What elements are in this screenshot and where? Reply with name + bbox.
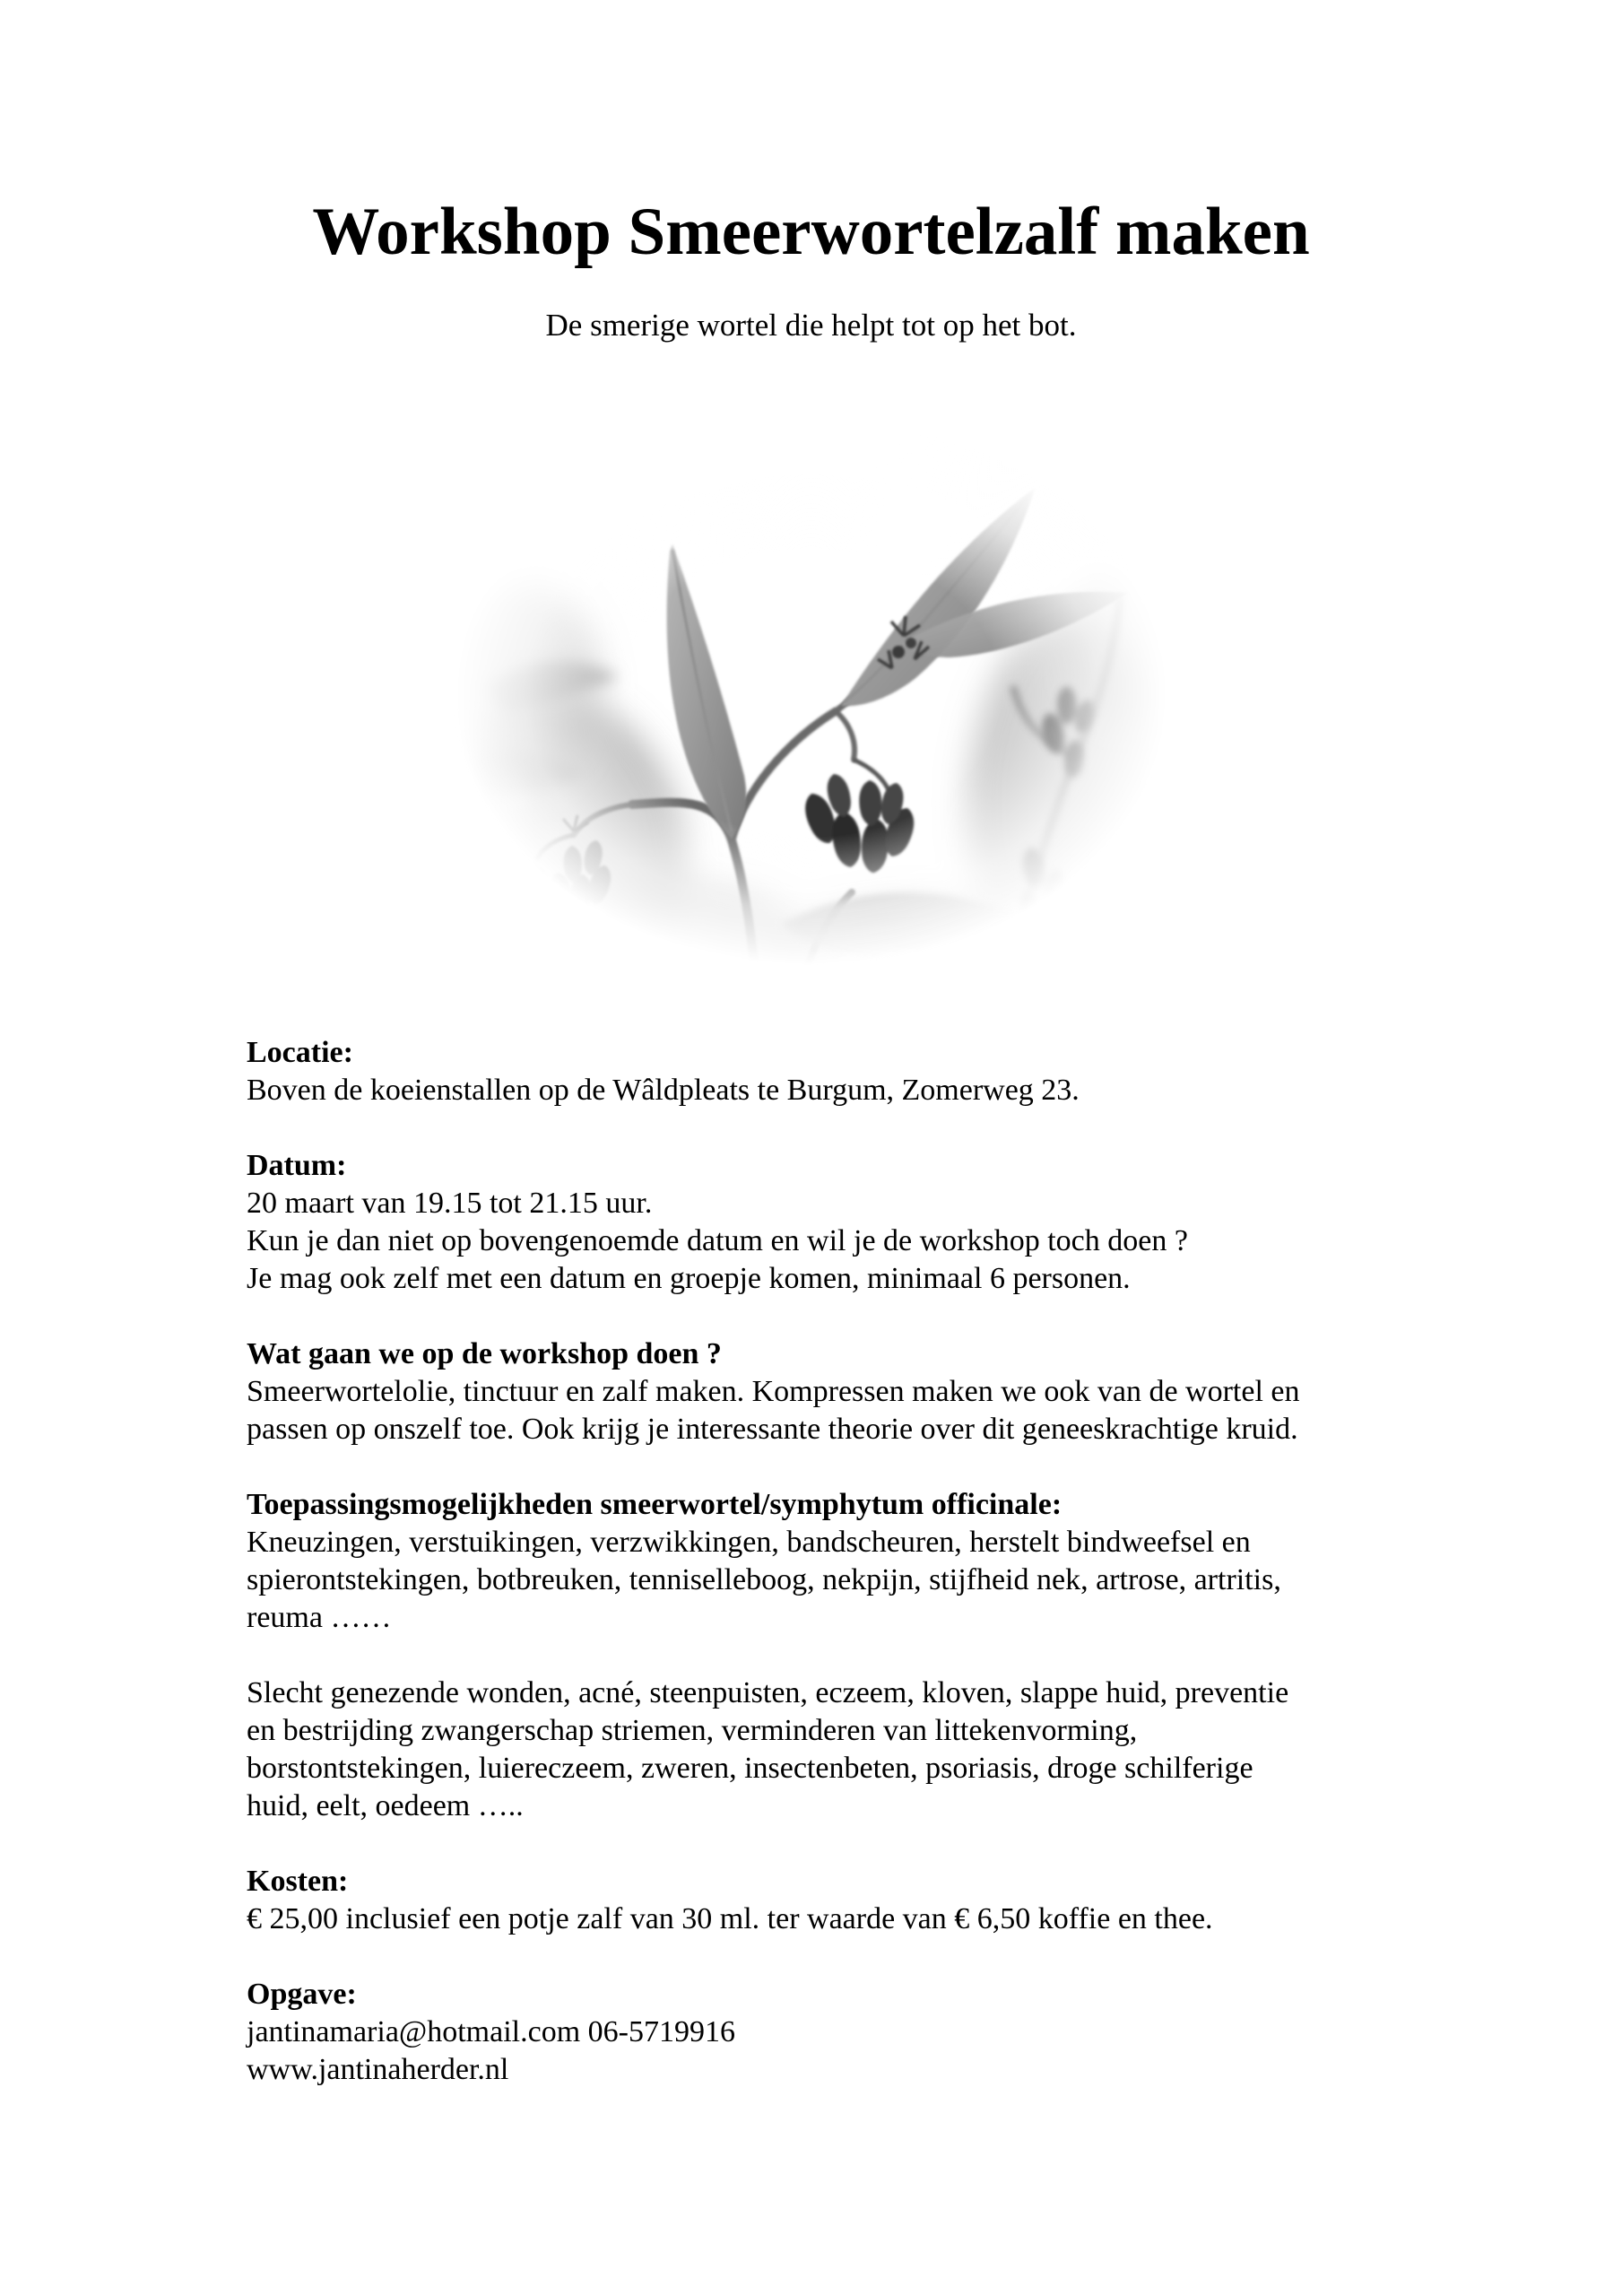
page-subtitle: De smerige wortel die helpt tot op het bot.	[545, 308, 1077, 343]
section-opgave	[247, 1976, 1412, 2089]
opgave-heading: Opgave:	[247, 1978, 357, 2011]
photo-white-vignette	[448, 417, 1175, 991]
toepassingen-line: Kneuzingen, verstuikingen, verzwikkingen, bandscheuren, herstelt bindweefsel en	[247, 1526, 1251, 1559]
comfrey-photo-figure	[448, 417, 1175, 991]
toepassingen-heading: Toepassingsmogelijkheden smeerwortel/symphytum officinale:	[247, 1488, 1063, 1521]
datum-line: 20 maart van 19.15 tot 21.15 uur.	[247, 1187, 653, 1220]
section-locatie	[247, 1034, 1412, 1109]
page-title: Workshop Smeerwortelzalf maken	[312, 195, 1310, 269]
workshop-line: Smeerwortelolie, tinctuur en zalf maken. Kompressen maken we ook van de wortel en	[247, 1375, 1300, 1408]
section-datum	[247, 1147, 1412, 1298]
opgave-email-phone: jantinamaria@hotmail.com 06-5719916	[247, 2015, 735, 2048]
section-kosten	[247, 1863, 1412, 1938]
document-body	[247, 1034, 1412, 2126]
datum-heading: Datum:	[247, 1149, 347, 1182]
datum-line: Kun je dan niet op bovengenoemde datum en wil je de workshop toch doen ?	[247, 1224, 1188, 1257]
kosten-line: € 25,00 inclusief een potje zalf van 30 ml. ter waarde van € 6,50 koffie en thee.	[247, 1902, 1213, 1935]
locatie-line: Boven de koeienstallen op de Wâldpleats te Burgum, Zomerweg 23.	[247, 1074, 1080, 1107]
datum-line: Je mag ook zelf met een datum en groepje komen, minimaal 6 personen.	[247, 1262, 1131, 1295]
locatie-heading: Locatie:	[247, 1036, 353, 1069]
workshop-line: passen op onszelf toe. Ook krijg je interessante theorie over dit geneeskrachtige kruid.	[247, 1413, 1298, 1446]
toepassingen2-line: Slecht genezende wonden, acné, steenpuisten, eczeem, kloven, slappe huid, preventie	[247, 1676, 1289, 1709]
toepassingen2-line: en bestrijding zwangerschap striemen, verminderen van littekenvorming,	[247, 1714, 1138, 1747]
toepassingen2-line: huid, eelt, oedeem …..	[247, 1789, 524, 1822]
toepassingen2-line: borstontstekingen, luiereczeem, zweren, insectenbeten, psoriasis, droge schilferige	[247, 1752, 1253, 1785]
section-workshop-inhoud	[247, 1335, 1412, 1448]
opgave-website: www.jantinaherder.nl	[247, 2053, 509, 2086]
section-toepassingen-vervolg	[247, 1674, 1412, 1825]
toepassingen-line: spierontstekingen, botbreuken, tenniselleboog, nekpijn, stijfheid nek, artrose, artritis,	[247, 1563, 1281, 1596]
kosten-heading: Kosten:	[247, 1865, 349, 1898]
section-toepassingen	[247, 1486, 1412, 1637]
workshop-heading: Wat gaan we op de workshop doen ?	[247, 1337, 722, 1370]
toepassingen-line: reuma ……	[247, 1601, 392, 1634]
